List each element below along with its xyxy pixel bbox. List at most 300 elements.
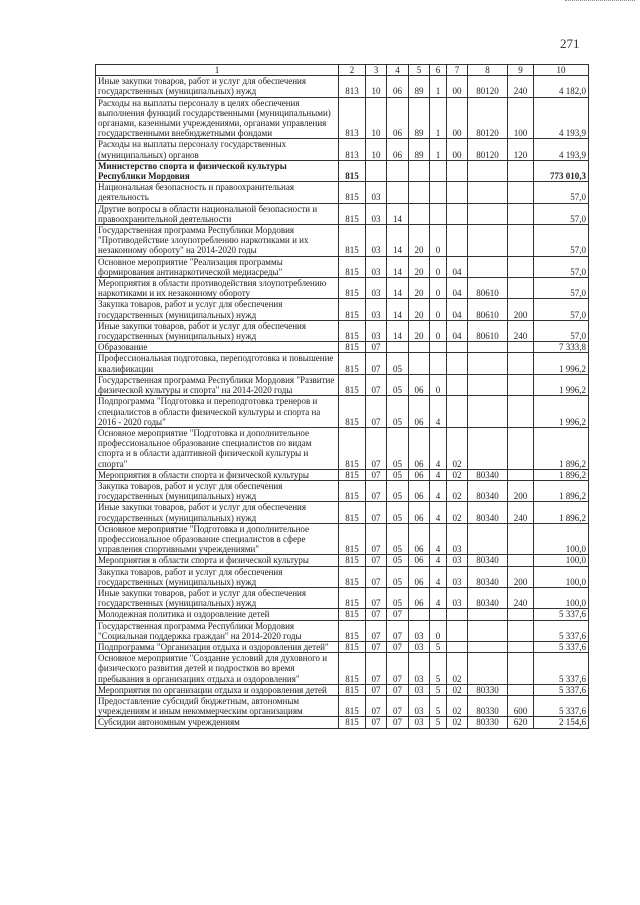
code-cell [468,523,508,555]
code-cell: 07 [366,396,387,428]
code-cell: 02 [447,502,468,523]
code-cell [447,396,468,428]
name-cell: Мероприятия в области спорта и физической культуры [96,469,339,480]
code-cell: 4 [430,523,447,555]
code-cell: 80340 [468,555,508,566]
header-cell: 7 [447,65,468,76]
code-cell [409,342,430,353]
code-cell: 5 [430,641,447,652]
code-cell: 03 [409,641,430,652]
code-cell [508,160,534,181]
code-cell: 813 [339,97,366,139]
code-cell: 10 [366,139,387,160]
name-cell: Национальная безопасность и правоохранительная деятельность [96,182,339,203]
code-cell [468,203,508,224]
code-cell [468,374,508,395]
code-cell [508,353,534,374]
table-row [96,695,589,716]
code-cell [508,523,534,555]
code-cell: 07 [366,684,387,695]
name-cell: Закупка товаров, работ и услуг для обеспечения государственных (муниципальных) нужд [96,299,339,320]
code-cell: 07 [366,469,387,480]
sum-cell: 1 896,2 [534,480,589,501]
code-cell: 03 [366,182,387,203]
code-cell: 240 [508,587,534,608]
sum-cell: 57,0 [534,299,589,320]
code-cell [508,374,534,395]
code-cell [468,256,508,277]
code-cell [430,160,447,181]
table-row [96,299,589,320]
code-cell [447,160,468,181]
code-cell [508,620,534,641]
header-cell: 10 [534,65,589,76]
code-cell: 14 [387,256,409,277]
code-cell: 05 [387,374,409,395]
code-cell: 03 [447,523,468,555]
code-cell: 5 [430,695,447,716]
code-cell: 07 [366,342,387,353]
code-cell: 03 [447,587,468,608]
name-cell: Другие вопросы в области национальной безопасности и правоохранительной деятельности [96,203,339,224]
sum-cell: 5 337,6 [534,620,589,641]
name-cell: Мероприятия по организации отдыха и оздоровления детей [96,684,339,695]
code-cell: 815 [339,320,366,341]
code-cell [447,182,468,203]
code-cell: 05 [387,566,409,587]
code-cell: 0 [430,278,447,299]
code-cell: 05 [387,396,409,428]
code-cell: 07 [366,641,387,652]
name-cell: Основное мероприятие "Создание условий для духовного и физического развития детей и подростков во время пребывания в организациях отдыха и оздоровления" [96,653,339,685]
page-number: 271 [560,36,580,51]
name-cell: Образование [96,342,339,353]
table-row [96,374,589,395]
code-cell: 03 [409,717,430,728]
code-cell [430,182,447,203]
code-cell: 04 [447,256,468,277]
code-cell: 14 [387,299,409,320]
code-cell: 06 [387,139,409,160]
code-cell: 240 [508,320,534,341]
code-cell: 600 [508,695,534,716]
code-cell: 07 [387,695,409,716]
code-cell: 14 [387,278,409,299]
code-cell: 815 [339,555,366,566]
code-cell [366,160,387,181]
sum-cell: 4 193,9 [534,139,589,160]
code-cell: 07 [387,620,409,641]
table-row [96,717,589,728]
code-cell: 813 [339,76,366,97]
code-cell: 05 [387,480,409,501]
sum-cell: 100,0 [534,523,589,555]
name-cell: Основное мероприятие "Подготовка и дополнительное профессиональное образование специалистов по видам спорта и в области адаптивной физической культуры и спорта" [96,427,339,469]
table-row [96,342,589,353]
code-cell: 4 [430,502,447,523]
code-cell: 07 [366,717,387,728]
code-cell: 815 [339,203,366,224]
code-cell [468,342,508,353]
table-row [96,653,589,685]
code-cell: 80340 [468,566,508,587]
sum-cell: 1 996,2 [534,353,589,374]
code-cell [447,641,468,652]
code-cell: 07 [366,353,387,374]
code-cell: 06 [409,374,430,395]
code-cell [468,353,508,374]
code-cell: 815 [339,182,366,203]
sum-cell: 5 337,6 [534,684,589,695]
code-cell [430,609,447,620]
code-cell: 04 [447,278,468,299]
sum-cell: 57,0 [534,256,589,277]
name-cell: Основное мероприятие "Реализация программы формирования антинаркотической медиасреды" [96,256,339,277]
code-cell: 14 [387,320,409,341]
code-cell: 06 [409,566,430,587]
code-cell: 00 [447,139,468,160]
code-cell: 0 [430,620,447,641]
table-row [96,502,589,523]
code-cell [468,609,508,620]
code-cell: 815 [339,502,366,523]
code-cell: 06 [387,97,409,139]
table-row [96,427,589,469]
budget-table [95,64,589,729]
sum-cell: 1 896,2 [534,502,589,523]
name-cell: Мероприятия в области противодействия злоупотреблению наркотиками и их незаконному обороту [96,278,339,299]
code-cell: 80330 [468,695,508,716]
code-cell: 89 [409,139,430,160]
code-cell: 815 [339,717,366,728]
code-cell [409,353,430,374]
code-cell: 80340 [468,587,508,608]
table-row [96,396,589,428]
code-cell: 4 [430,480,447,501]
table-row [96,523,589,555]
name-cell: Расходы на выплаты персоналу государственных (муниципальных) органов [96,139,339,160]
code-cell: 815 [339,684,366,695]
code-cell: 06 [409,480,430,501]
code-cell: 03 [447,555,468,566]
code-cell: 07 [366,374,387,395]
code-cell: 5 [430,684,447,695]
code-cell: 815 [339,353,366,374]
code-cell: 4 [430,566,447,587]
name-cell: Субсидии автономным учреждениям [96,717,339,728]
sum-cell: 4 182,0 [534,76,589,97]
code-cell [468,225,508,257]
sum-cell: 100,0 [534,587,589,608]
table-row [96,278,589,299]
code-cell: 05 [387,353,409,374]
code-cell: 05 [387,523,409,555]
code-cell [447,342,468,353]
code-cell: 06 [387,76,409,97]
table-row [96,203,589,224]
code-cell [508,469,534,480]
code-cell: 4 [430,469,447,480]
code-cell [468,396,508,428]
code-cell: 03 [409,684,430,695]
code-cell [387,182,409,203]
code-cell: 5 [430,653,447,685]
code-cell: 02 [447,469,468,480]
code-cell: 815 [339,469,366,480]
code-cell: 240 [508,502,534,523]
code-cell [409,160,430,181]
header-cell: 1 [96,65,339,76]
table-row [96,620,589,641]
code-cell: 815 [339,587,366,608]
code-cell [508,182,534,203]
code-cell: 80340 [468,502,508,523]
code-cell [409,609,430,620]
code-cell: 03 [366,256,387,277]
code-cell [430,203,447,224]
code-cell [468,653,508,685]
code-cell: 815 [339,396,366,428]
table-row [96,256,589,277]
sum-cell: 57,0 [534,320,589,341]
code-cell: 00 [447,97,468,139]
code-cell: 07 [366,587,387,608]
code-cell: 0 [430,299,447,320]
code-cell [508,653,534,685]
code-cell [387,160,409,181]
table-row [96,139,589,160]
code-cell: 07 [366,555,387,566]
header-cell: 2 [339,65,366,76]
code-cell [468,641,508,652]
code-cell: 07 [387,717,409,728]
code-cell [447,225,468,257]
code-cell: 07 [387,609,409,620]
header-cell: 5 [409,65,430,76]
code-cell: 80330 [468,684,508,695]
code-cell: 02 [447,695,468,716]
code-cell: 80610 [468,299,508,320]
code-cell: 80610 [468,278,508,299]
code-cell: 815 [339,342,366,353]
code-cell: 815 [339,523,366,555]
sum-cell: 1 996,2 [534,396,589,428]
sum-cell: 5 337,6 [534,653,589,685]
sum-cell: 5 337,6 [534,609,589,620]
code-cell: 1 [430,76,447,97]
table-row [96,566,589,587]
code-cell: 07 [366,523,387,555]
code-cell: 20 [409,225,430,257]
table-row [96,587,589,608]
code-cell: 120 [508,139,534,160]
code-cell: 02 [447,684,468,695]
code-cell: 5 [430,717,447,728]
code-cell: 100 [508,97,534,139]
code-cell [409,203,430,224]
code-cell: 89 [409,76,430,97]
code-cell: 815 [339,566,366,587]
table-row [96,320,589,341]
code-cell: 02 [447,653,468,685]
code-cell: 1 [430,97,447,139]
code-cell: 07 [387,641,409,652]
code-cell: 07 [366,653,387,685]
code-cell: 815 [339,609,366,620]
code-cell: 80340 [468,469,508,480]
code-cell: 06 [409,396,430,428]
sum-cell: 5 337,6 [534,695,589,716]
code-cell: 05 [387,502,409,523]
code-cell [468,427,508,469]
code-cell: 03 [366,299,387,320]
code-cell: 200 [508,480,534,501]
sum-cell: 100,0 [534,566,589,587]
code-cell: 815 [339,620,366,641]
code-cell: 05 [387,427,409,469]
code-cell: 02 [447,717,468,728]
code-cell: 02 [447,480,468,501]
code-cell: 03 [366,225,387,257]
sum-cell: 4 193,9 [534,97,589,139]
code-cell: 07 [366,609,387,620]
code-cell [409,182,430,203]
code-cell [468,160,508,181]
code-cell: 05 [387,587,409,608]
code-cell [508,609,534,620]
code-cell: 03 [447,566,468,587]
table-row [96,555,589,566]
name-cell: Профессиональная подготовка, переподготовка и повышение квалификации [96,353,339,374]
code-cell: 815 [339,299,366,320]
code-cell: 07 [366,695,387,716]
sum-cell: 57,0 [534,182,589,203]
code-cell: 815 [339,278,366,299]
code-cell: 815 [339,374,366,395]
code-cell: 07 [387,653,409,685]
code-cell [430,342,447,353]
name-cell: Иные закупки товаров, работ и услуг для обеспечения государственных (муниципальных) нужд [96,502,339,523]
name-cell: Подпрограмма "Подготовка и переподготовка тренеров и специалистов в области физической культуры и спорта на 2016 - 2020 годы" [96,396,339,428]
name-cell: Министерство спорта и физической культуры Республики Мордовия [96,160,339,181]
code-cell [508,555,534,566]
name-cell: Молодежная политика и оздоровление детей [96,609,339,620]
name-cell: Подпрограмма "Организация отдыха и оздоровления детей" [96,641,339,652]
code-cell: 06 [409,523,430,555]
code-cell: 07 [366,502,387,523]
code-cell [447,609,468,620]
code-cell: 0 [430,256,447,277]
code-cell: 06 [409,587,430,608]
code-cell: 04 [447,299,468,320]
sum-cell: 1 896,2 [534,427,589,469]
code-cell: 05 [387,469,409,480]
code-cell: 0 [430,374,447,395]
table-row [96,480,589,501]
table-row [96,609,589,620]
code-cell: 03 [366,320,387,341]
code-cell: 815 [339,641,366,652]
code-cell: 815 [339,225,366,257]
name-cell: Иные закупки товаров, работ и услуг для обеспечения государственных (муниципальных) нужд [96,587,339,608]
code-cell [430,353,447,374]
name-cell: Мероприятия в области спорта и физической культуры [96,555,339,566]
sum-cell: 7 333,8 [534,342,589,353]
code-cell [508,278,534,299]
header-row [96,65,589,76]
code-cell: 07 [387,684,409,695]
code-cell: 815 [339,480,366,501]
code-cell: 02 [447,427,468,469]
code-cell: 06 [409,427,430,469]
code-cell: 620 [508,717,534,728]
code-cell: 200 [508,299,534,320]
code-cell: 00 [447,76,468,97]
code-cell: 80610 [468,320,508,341]
header-cell: 6 [430,65,447,76]
code-cell: 89 [409,97,430,139]
name-cell: Государственная программа Республики Мордовия "Социальная поддержка граждан" на 2014-2020 годы [96,620,339,641]
code-cell [447,620,468,641]
code-cell [508,256,534,277]
code-cell: 200 [508,566,534,587]
code-cell: 815 [339,256,366,277]
table-row [96,469,589,480]
sum-cell: 2 154,6 [534,717,589,728]
code-cell: 07 [366,480,387,501]
code-cell [447,353,468,374]
code-cell: 4 [430,555,447,566]
sum-cell: 57,0 [534,278,589,299]
code-cell: 03 [409,653,430,685]
code-cell: 80330 [468,717,508,728]
sum-cell: 57,0 [534,203,589,224]
code-cell: 815 [339,427,366,469]
table-row [96,641,589,652]
code-cell [508,225,534,257]
code-cell: 20 [409,278,430,299]
table-row [96,76,589,97]
code-cell: 06 [409,555,430,566]
code-cell: 815 [339,160,366,181]
code-cell: 4 [430,427,447,469]
table-row [96,97,589,139]
code-cell: 03 [409,695,430,716]
name-cell: Государственная программа Республики Мордовия "Противодействие злоупотреблению наркотиками и их незаконному обороту" на 2014-2020 годы [96,225,339,257]
table-row [96,225,589,257]
code-cell [508,427,534,469]
code-cell [468,620,508,641]
name-cell: Закупка товаров, работ и услуг для обеспечения государственных (муниципальных) нужд [96,480,339,501]
code-cell: 06 [409,502,430,523]
sum-cell: 1 896,2 [534,469,589,480]
code-cell [387,342,409,353]
name-cell: Основное мероприятие "Подготовка и дополнительное профессиональное образование специалистов в сфере управления спортивными учреждениями" [96,523,339,555]
code-cell: 07 [366,566,387,587]
code-cell: 07 [366,620,387,641]
code-cell [508,396,534,428]
code-cell: 4 [430,587,447,608]
code-cell: 4 [430,396,447,428]
code-cell: 03 [366,203,387,224]
code-cell: 14 [387,225,409,257]
name-cell: Иные закупки товаров, работ и услуг для обеспечения государственных (муниципальных) нужд [96,76,339,97]
code-cell [468,182,508,203]
code-cell: 05 [387,555,409,566]
sum-cell: 100,0 [534,555,589,566]
scan-artifact [565,0,635,5]
header-cell: 8 [468,65,508,76]
